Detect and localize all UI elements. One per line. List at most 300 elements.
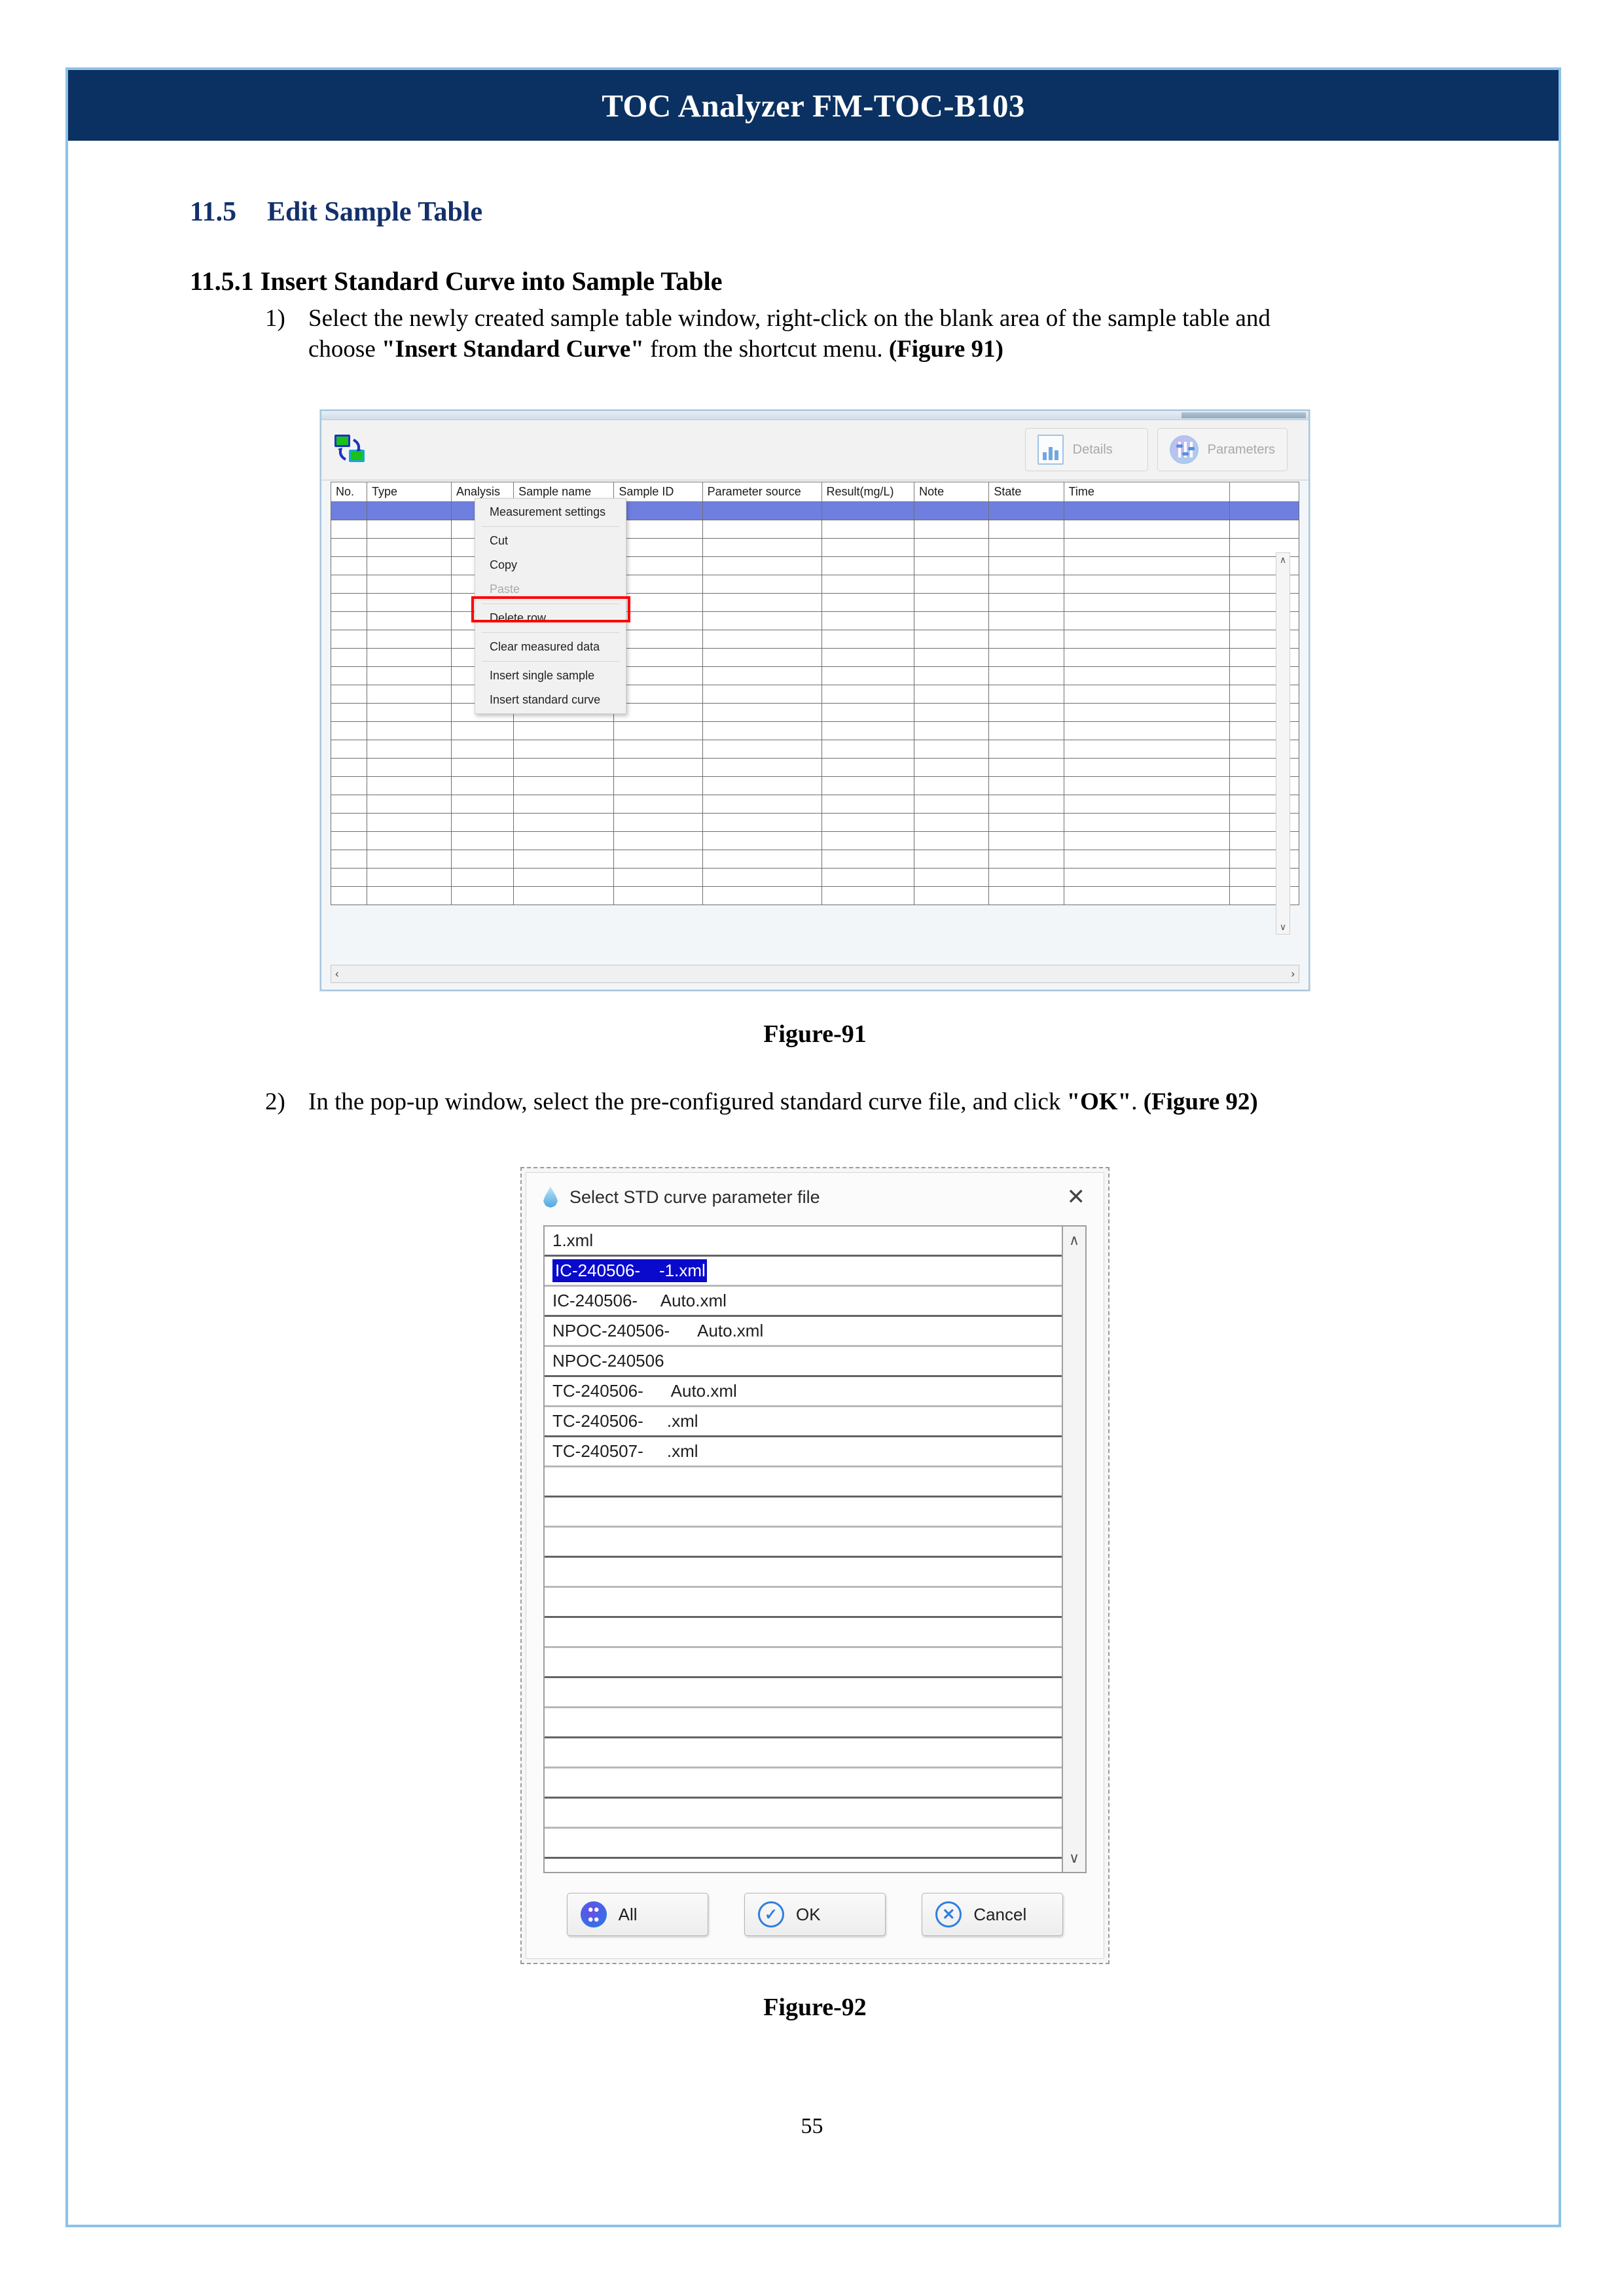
file-list-item-empty[interactable] (545, 1618, 1062, 1648)
file-list-item-empty[interactable] (545, 1799, 1062, 1829)
table-cell[interactable] (821, 740, 914, 758)
table-cell[interactable] (1064, 703, 1230, 721)
table-row[interactable] (331, 776, 1299, 795)
table-cell[interactable] (989, 758, 1064, 776)
table-cell[interactable] (331, 886, 367, 905)
table-cell[interactable] (1064, 886, 1230, 905)
table-cell[interactable] (367, 721, 451, 740)
table-cell[interactable] (821, 758, 914, 776)
file-list-item-label: TC-240507- .xml (552, 1441, 698, 1462)
scroll-up-icon[interactable]: ∧ (1068, 1232, 1080, 1249)
table-cell[interactable] (614, 721, 702, 740)
check-circle-icon: ✓ (758, 1901, 784, 1928)
table-row[interactable] (331, 758, 1299, 776)
table-cell[interactable] (702, 611, 821, 630)
table-cell[interactable] (331, 758, 367, 776)
table-cell[interactable] (331, 831, 367, 850)
table-cell[interactable] (1064, 648, 1230, 666)
table-cell[interactable] (1064, 520, 1230, 538)
file-list-item-empty[interactable] (545, 1708, 1062, 1738)
table-cell[interactable] (451, 776, 513, 795)
table-cell[interactable] (702, 703, 821, 721)
table-cell[interactable] (821, 685, 914, 703)
parameters-icon (1170, 435, 1199, 464)
table-cell[interactable] (331, 501, 367, 520)
table-cell[interactable] (614, 795, 702, 813)
table-cell[interactable] (914, 556, 989, 575)
column-header[interactable]: Sample ID (614, 482, 702, 501)
table-cell[interactable] (702, 593, 821, 611)
scroll-down-icon[interactable]: ∨ (1068, 1850, 1080, 1867)
page-number: 55 (801, 2114, 823, 2138)
context-menu-item[interactable]: Cut (490, 533, 509, 547)
figure-92-wrap (111, 1121, 1519, 1964)
table-cell[interactable] (914, 868, 989, 886)
table-cell[interactable] (451, 740, 513, 758)
table-cell[interactable] (331, 520, 367, 538)
table-cell[interactable] (1064, 813, 1230, 831)
table-cell[interactable] (331, 556, 367, 575)
table-cell[interactable] (702, 501, 821, 520)
table-cell[interactable] (1064, 758, 1230, 776)
table-cell[interactable] (702, 868, 821, 886)
table-cell[interactable] (914, 795, 989, 813)
close-icon[interactable]: ✕ (1066, 1185, 1085, 1210)
table-cell[interactable] (989, 630, 1064, 648)
subsection-heading: 11.5.1 Insert Standard Curve into Sample Table (190, 266, 723, 296)
table-cell[interactable] (821, 813, 914, 831)
table-cell[interactable] (451, 831, 513, 850)
table-cell[interactable] (514, 721, 614, 740)
parameters-button[interactable] (1157, 428, 1288, 471)
table-cell[interactable] (914, 721, 989, 740)
file-list-item[interactable] (545, 1257, 1062, 1287)
context-menu-item[interactable]: Measurement settings (490, 505, 606, 518)
table-cell[interactable] (821, 886, 914, 905)
context-menu-item[interactable]: Insert single sample (490, 668, 595, 682)
table-cell[interactable] (821, 666, 914, 685)
table-cell[interactable] (331, 850, 367, 868)
table-cell[interactable] (367, 556, 451, 575)
table-cell[interactable] (914, 538, 989, 556)
table-cell[interactable] (914, 575, 989, 593)
dialog-title: Select STD curve parameter file (569, 1187, 820, 1207)
table-cell[interactable] (914, 501, 989, 520)
table-cell[interactable] (914, 593, 989, 611)
column-header[interactable]: State (989, 482, 1064, 501)
step-figure-ref: (Figure 92) (1143, 1088, 1258, 1115)
table-cell[interactable] (514, 831, 614, 850)
figure-91-screenshot (320, 410, 1310, 991)
table-cell[interactable] (367, 868, 451, 886)
table-cell[interactable] (367, 795, 451, 813)
table-cell[interactable] (514, 886, 614, 905)
table-cell[interactable] (989, 850, 1064, 868)
table-cell[interactable] (367, 593, 451, 611)
table-cell[interactable] (702, 575, 821, 593)
table-cell[interactable] (614, 850, 702, 868)
table-cell[interactable] (367, 758, 451, 776)
table-cell[interactable] (1230, 520, 1299, 538)
file-list-item[interactable] (545, 1437, 1062, 1467)
table-cell[interactable] (989, 520, 1064, 538)
window-titlebar (321, 411, 1308, 420)
table-cell[interactable] (989, 556, 1064, 575)
x-circle-icon: ✕ (935, 1901, 962, 1928)
file-list-item-empty[interactable] (545, 1738, 1062, 1768)
column-header[interactable]: Parameter source (702, 482, 821, 501)
column-header-spacer (1230, 482, 1299, 501)
table-cell[interactable] (821, 850, 914, 868)
ok-button[interactable] (744, 1893, 886, 1936)
table-cell[interactable] (702, 795, 821, 813)
table-cell[interactable] (1064, 721, 1230, 740)
menu-separator (482, 632, 619, 633)
table-cell[interactable] (614, 886, 702, 905)
table-cell[interactable] (702, 685, 821, 703)
table-cell[interactable] (914, 685, 989, 703)
table-cell[interactable] (614, 520, 702, 538)
table-cell[interactable] (1064, 556, 1230, 575)
table-row[interactable] (331, 740, 1299, 758)
table-cell[interactable] (914, 520, 989, 538)
table-cell[interactable] (1064, 740, 1230, 758)
table-cell[interactable] (702, 520, 821, 538)
table-cell[interactable] (989, 886, 1064, 905)
table-cell[interactable] (914, 611, 989, 630)
table-cell[interactable] (1064, 795, 1230, 813)
table-cell[interactable] (989, 666, 1064, 685)
table-cell[interactable] (821, 776, 914, 795)
parameters-button-label: Parameters (1207, 442, 1275, 457)
table-cell[interactable] (367, 740, 451, 758)
file-list-item-empty[interactable] (545, 1678, 1062, 1708)
context-menu-item[interactable]: Clear measured data (490, 639, 600, 653)
table-cell[interactable] (821, 703, 914, 721)
table-cell[interactable] (514, 758, 614, 776)
context-menu-item[interactable]: Copy (490, 558, 518, 571)
table-horizontal-scrollbar[interactable] (331, 965, 1299, 983)
scroll-right-icon[interactable]: › (1291, 967, 1295, 980)
cancel-button-label: Cancel (973, 1904, 1027, 1924)
table-cell[interactable] (614, 703, 702, 721)
slider-knob-2-icon (1182, 452, 1189, 456)
table-cell[interactable] (914, 758, 989, 776)
document-header (68, 70, 1559, 141)
table-row[interactable] (331, 831, 1299, 850)
table-cell[interactable] (914, 831, 989, 850)
figure-92-caption: Figure-92 (763, 1994, 867, 2022)
table-cell[interactable] (614, 556, 702, 575)
table-cell[interactable] (367, 850, 451, 868)
table-cell[interactable] (614, 758, 702, 776)
table-cell[interactable] (821, 611, 914, 630)
table-cell[interactable] (1064, 776, 1230, 795)
table-row[interactable] (331, 813, 1299, 831)
context-menu[interactable] (475, 498, 626, 714)
file-list-item[interactable] (545, 1287, 1062, 1317)
table-cell[interactable] (702, 666, 821, 685)
table-cell[interactable] (514, 868, 614, 886)
table-cell[interactable] (989, 831, 1064, 850)
document-content (111, 167, 1519, 2022)
step-list (265, 303, 1519, 365)
table-cell[interactable] (331, 813, 367, 831)
table-cell[interactable] (702, 831, 821, 850)
file-list-item-empty[interactable] (545, 1768, 1062, 1799)
table-cell[interactable] (821, 868, 914, 886)
table-cell[interactable] (1064, 630, 1230, 648)
table-cell[interactable] (989, 740, 1064, 758)
step-text-cont: from the shortcut menu. (643, 336, 889, 363)
table-cell[interactable] (367, 648, 451, 666)
table-cell[interactable] (989, 813, 1064, 831)
table-cell[interactable] (702, 721, 821, 740)
table-cell[interactable] (821, 630, 914, 648)
table-cell[interactable] (821, 520, 914, 538)
column-header[interactable]: No. (331, 482, 367, 501)
table-cell[interactable] (821, 501, 914, 520)
table-cell[interactable] (614, 813, 702, 831)
file-listbox[interactable] (543, 1225, 1087, 1873)
table-cell[interactable] (451, 868, 513, 886)
table-cell[interactable] (514, 776, 614, 795)
file-list-item[interactable] (545, 1407, 1062, 1437)
column-header[interactable]: Type (367, 482, 451, 501)
table-cell[interactable] (614, 685, 702, 703)
table-cell[interactable] (914, 648, 989, 666)
file-list-item-empty[interactable] (545, 1829, 1062, 1859)
table-cell[interactable] (989, 776, 1064, 795)
table-cell[interactable] (367, 831, 451, 850)
table-cell[interactable] (451, 813, 513, 831)
page-title: TOC Analyzer FM-TOC-B103 (602, 87, 1025, 124)
table-cell[interactable] (451, 721, 513, 740)
table-cell[interactable] (1064, 685, 1230, 703)
table-cell[interactable] (614, 831, 702, 850)
table-cell[interactable] (331, 740, 367, 758)
table-cell[interactable] (331, 776, 367, 795)
table-cell[interactable] (614, 501, 702, 520)
column-header[interactable]: Time (1064, 482, 1230, 501)
file-list-item[interactable] (545, 1227, 1062, 1257)
table-cell[interactable] (367, 886, 451, 905)
table-cell[interactable] (614, 648, 702, 666)
grid-dots-icon: ●● ●● (581, 1901, 607, 1928)
table-cell[interactable] (989, 611, 1064, 630)
table-cell[interactable] (614, 593, 702, 611)
list-item (265, 303, 1339, 365)
menu-separator (482, 661, 619, 662)
column-header[interactable]: Result(mg/L) (821, 482, 914, 501)
table-cell[interactable] (914, 886, 989, 905)
table-cell[interactable] (331, 648, 367, 666)
column-header[interactable]: Sample name (514, 482, 614, 501)
window-toolbar (321, 420, 1308, 480)
table-cell[interactable] (614, 776, 702, 795)
file-list-item-empty[interactable] (545, 1498, 1062, 1528)
table-cell[interactable] (331, 538, 367, 556)
table-cell[interactable] (914, 813, 989, 831)
table-cell[interactable] (1064, 611, 1230, 630)
table-cell[interactable] (989, 795, 1064, 813)
scroll-down-icon[interactable]: ∨ (1279, 921, 1287, 932)
table-cell[interactable] (989, 575, 1064, 593)
table-cell[interactable] (614, 538, 702, 556)
file-list-item[interactable] (545, 1347, 1062, 1377)
table-cell[interactable] (1064, 593, 1230, 611)
table-cell[interactable] (702, 776, 821, 795)
table-cell[interactable] (821, 538, 914, 556)
table-cell[interactable] (367, 776, 451, 795)
table-cell[interactable] (914, 850, 989, 868)
table-cell[interactable] (614, 575, 702, 593)
details-bar-2-icon (1049, 447, 1053, 460)
table-cell[interactable] (367, 575, 451, 593)
figure-91-wrap (111, 369, 1519, 991)
table-cell[interactable] (331, 575, 367, 593)
table-cell[interactable] (821, 648, 914, 666)
context-menu-item[interactable]: Delete row (490, 611, 547, 624)
table-cell[interactable] (451, 886, 513, 905)
table-cell[interactable] (702, 630, 821, 648)
step-text: In the pop-up window, select the pre-configured standard curve file, and click (308, 1088, 1067, 1115)
table-cell[interactable] (1064, 501, 1230, 520)
table-cell[interactable] (1064, 868, 1230, 886)
dialog-window (526, 1172, 1104, 1959)
table-cell[interactable] (702, 813, 821, 831)
file-list-item[interactable] (545, 1317, 1062, 1347)
table-cell[interactable] (367, 813, 451, 831)
table-cell[interactable] (331, 666, 367, 685)
table-cell[interactable] (702, 538, 821, 556)
table-cell[interactable] (702, 850, 821, 868)
table-cell[interactable] (367, 703, 451, 721)
table-row[interactable] (331, 868, 1299, 886)
table-cell[interactable] (989, 538, 1064, 556)
table-cell[interactable] (702, 648, 821, 666)
table-cell[interactable] (367, 520, 451, 538)
list-vertical-scrollbar[interactable] (1062, 1227, 1085, 1872)
file-list-item-empty[interactable] (545, 1528, 1062, 1558)
table-row[interactable] (331, 850, 1299, 868)
table-cell[interactable] (914, 740, 989, 758)
table-cell[interactable] (514, 813, 614, 831)
table-cell[interactable] (989, 685, 1064, 703)
table-cell[interactable] (367, 685, 451, 703)
table-cell[interactable] (702, 740, 821, 758)
table-cell[interactable] (821, 593, 914, 611)
table-cell[interactable] (821, 556, 914, 575)
table-cell[interactable] (914, 776, 989, 795)
details-icon (1038, 435, 1064, 465)
table-cell[interactable] (989, 593, 1064, 611)
table-cell[interactable] (614, 740, 702, 758)
table-row[interactable] (331, 721, 1299, 740)
table-cell[interactable] (331, 593, 367, 611)
section-number: 11.5 (190, 197, 237, 227)
column-header[interactable]: Analysis (451, 482, 513, 501)
table-cell[interactable] (821, 831, 914, 850)
table-cell[interactable] (989, 501, 1064, 520)
table-cell[interactable] (914, 630, 989, 648)
table-cell[interactable] (367, 666, 451, 685)
toolbar-right-group (1025, 428, 1299, 471)
table-vertical-scrollbar[interactable] (1276, 552, 1290, 935)
table-cell[interactable] (614, 611, 702, 630)
table-cell[interactable] (367, 630, 451, 648)
details-button[interactable] (1025, 428, 1148, 471)
file-list-item-empty[interactable] (545, 1558, 1062, 1588)
cancel-button[interactable] (922, 1893, 1063, 1936)
table-cell[interactable] (1064, 831, 1230, 850)
table-cell[interactable] (614, 630, 702, 648)
table-cell[interactable] (331, 703, 367, 721)
scroll-up-icon[interactable]: ∧ (1279, 554, 1287, 565)
file-list-item-label: IC-240506- -1.xml (552, 1259, 707, 1282)
all-button[interactable] (567, 1893, 708, 1936)
table-cell[interactable] (1230, 501, 1299, 520)
table-cell[interactable] (989, 868, 1064, 886)
table-cell[interactable] (914, 666, 989, 685)
table-cell[interactable] (331, 868, 367, 886)
scroll-left-icon[interactable]: ‹ (335, 967, 339, 980)
file-list-item-empty[interactable] (545, 1588, 1062, 1618)
table-cell[interactable] (702, 886, 821, 905)
table-cell[interactable] (514, 740, 614, 758)
table-cell[interactable] (451, 850, 513, 868)
file-list-item-empty[interactable] (545, 1467, 1062, 1498)
table-cell[interactable] (821, 795, 914, 813)
table-cell[interactable] (1064, 666, 1230, 685)
table-cell[interactable] (989, 703, 1064, 721)
table-cell[interactable] (1064, 850, 1230, 868)
table-cell[interactable] (331, 795, 367, 813)
table-cell[interactable] (367, 538, 451, 556)
column-header[interactable]: Note (914, 482, 989, 501)
table-cell[interactable] (331, 611, 367, 630)
step-figure-ref: (Figure 91) (888, 336, 1003, 363)
table-cell[interactable] (989, 648, 1064, 666)
table-cell[interactable] (989, 721, 1064, 740)
file-list-item-empty[interactable] (545, 1648, 1062, 1678)
table-cell[interactable] (614, 868, 702, 886)
context-menu-item[interactable]: Insert standard curve (490, 692, 601, 706)
table-cell[interactable] (514, 795, 614, 813)
file-list-item[interactable] (545, 1377, 1062, 1407)
table-row[interactable] (331, 886, 1299, 905)
table-cell[interactable] (367, 611, 451, 630)
table-cell[interactable] (821, 575, 914, 593)
table-cell[interactable] (1064, 538, 1230, 556)
table-row[interactable] (331, 795, 1299, 813)
table-cell[interactable] (514, 850, 614, 868)
table-cell[interactable] (614, 666, 702, 685)
table-cell[interactable] (331, 721, 367, 740)
table-cell[interactable] (367, 501, 451, 520)
table-cell[interactable] (451, 795, 513, 813)
all-button-label: All (618, 1904, 638, 1924)
table-cell[interactable] (1064, 575, 1230, 593)
table-cell[interactable] (331, 685, 367, 703)
table-cell[interactable] (821, 721, 914, 740)
table-cell[interactable] (914, 703, 989, 721)
table-cell[interactable] (331, 630, 367, 648)
table-cell[interactable] (702, 758, 821, 776)
table-cell[interactable] (702, 556, 821, 575)
details-bar-1-icon (1043, 452, 1047, 460)
table-cell[interactable] (451, 758, 513, 776)
